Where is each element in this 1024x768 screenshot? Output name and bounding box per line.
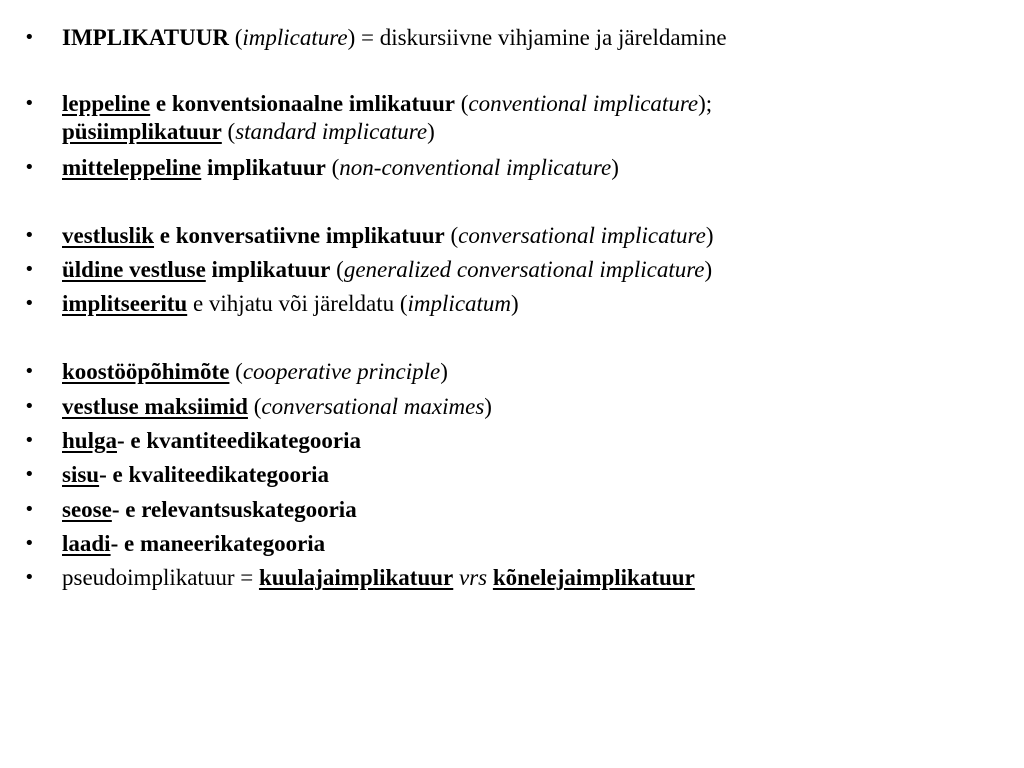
english-term: implicature	[242, 25, 348, 50]
bullet-icon: •	[24, 533, 35, 554]
bullet-text	[62, 393, 492, 421]
bullet-line	[62, 358, 448, 386]
term-link-text: püsiimplikatuur	[62, 119, 222, 144]
bullet-icon: •	[24, 567, 35, 588]
bullet-icon: •	[24, 499, 35, 520]
bullet-line	[62, 393, 492, 421]
text-segment: - e kvantiteedikategooria	[116, 428, 361, 453]
text-segment: IMPLIKATUUR	[62, 25, 229, 50]
bullet-line	[62, 118, 712, 146]
english-term: non-conventional implicature	[339, 155, 612, 180]
text-segment: pseudoimplikatuur =	[62, 565, 259, 590]
bullet-text	[62, 461, 329, 489]
bullet-line	[62, 530, 325, 558]
bullet-text	[62, 90, 712, 146]
bullet-line	[62, 90, 712, 118]
term-link-text: vestluse maksiimid	[62, 394, 248, 419]
bullet-line	[62, 154, 619, 182]
term-link-text: kõnelejaimplikatuur	[492, 565, 695, 590]
term-link-text: koostööpõhimõte	[62, 359, 230, 384]
text-segment: (	[221, 119, 236, 144]
english-term: conventional implicature	[468, 91, 699, 116]
text-segment: (	[330, 257, 344, 282]
text-segment: )	[484, 394, 492, 419]
bullet-line	[62, 564, 695, 592]
bullet-text	[62, 496, 357, 524]
bullet-line	[62, 461, 329, 489]
bullet-icon: •	[24, 293, 35, 314]
text-segment: implikatuur	[201, 155, 326, 180]
bullet-icon: •	[24, 361, 35, 382]
bullet-line	[62, 290, 519, 318]
text-segment: );	[698, 91, 713, 116]
term-link-text: üldine vestluse	[62, 257, 206, 282]
bullet-text	[62, 427, 361, 455]
text-segment: e konventsionaalne imlikatuur	[150, 91, 455, 116]
bullet-icon: •	[24, 157, 35, 178]
bullet-text	[62, 290, 519, 318]
bullet-icon: •	[24, 430, 35, 451]
text-segment: )	[705, 223, 714, 248]
text-segment: (	[228, 25, 243, 50]
term-link-text: vestluslik	[62, 223, 155, 248]
bullet-text	[62, 222, 713, 250]
term-link-text: sisu	[62, 462, 100, 487]
bullet-line	[62, 496, 357, 524]
bullet-icon: •	[24, 259, 35, 280]
text-segment: e vihjatu või järeldatu (	[187, 291, 408, 316]
text-segment: )	[704, 257, 713, 282]
bullet-text	[62, 564, 695, 592]
text-segment: )	[440, 359, 448, 384]
term-link-text: seose	[62, 497, 112, 522]
text-segment: )	[427, 119, 435, 144]
english-term: conversational maximes	[261, 394, 485, 419]
bullet-icon: •	[24, 225, 35, 246]
bullet-icon: •	[24, 93, 35, 114]
text-segment: - e relevantsuskategooria	[111, 497, 357, 522]
text-segment: implikatuur	[205, 257, 331, 282]
bullet-text	[62, 256, 712, 284]
bullet-text	[62, 24, 727, 52]
term-link-text: mitteleppeline	[62, 155, 202, 180]
text-segment: - e maneerikategooria	[110, 531, 326, 556]
english-term: standard implicature	[235, 119, 428, 144]
english-term: generalized conversational implicature	[343, 257, 705, 282]
bullet-icon: •	[24, 27, 35, 48]
bullet-icon: •	[24, 464, 35, 485]
bullet-text	[62, 154, 619, 182]
bullet-icon: •	[24, 396, 35, 417]
text-segment: )	[511, 291, 519, 316]
term-link-text: kuulajaimplikatuur	[258, 565, 454, 590]
text-segment: (	[229, 359, 243, 384]
bullet-line	[62, 427, 361, 455]
text-segment: - e kvaliteedikategooria	[99, 462, 330, 487]
bullet-line	[62, 222, 713, 250]
bullet-text	[62, 530, 325, 558]
term-link-text: leppeline	[62, 91, 151, 116]
term-link-text: laadi	[62, 531, 111, 556]
text-segment: (	[247, 394, 262, 419]
text-segment: (	[454, 91, 469, 116]
english-term: vrs	[459, 565, 488, 590]
text-segment: e konversatiivne implikatuur	[154, 223, 445, 248]
english-term: conversational implicature	[458, 223, 706, 248]
text-segment: ) = diskursiivne vihjamine ja järeldamine	[347, 25, 727, 50]
text-segment: )	[611, 155, 619, 180]
text-segment: (	[325, 155, 340, 180]
bullet-line	[62, 24, 727, 52]
english-term: implicatum	[407, 291, 512, 316]
term-link-text: implitseeritu	[62, 291, 188, 316]
term-link-text: hulga	[62, 428, 117, 453]
bullet-text	[62, 358, 448, 386]
text-segment: (	[444, 223, 459, 248]
english-term: cooperative principle	[242, 359, 441, 384]
bullet-line	[62, 256, 712, 284]
